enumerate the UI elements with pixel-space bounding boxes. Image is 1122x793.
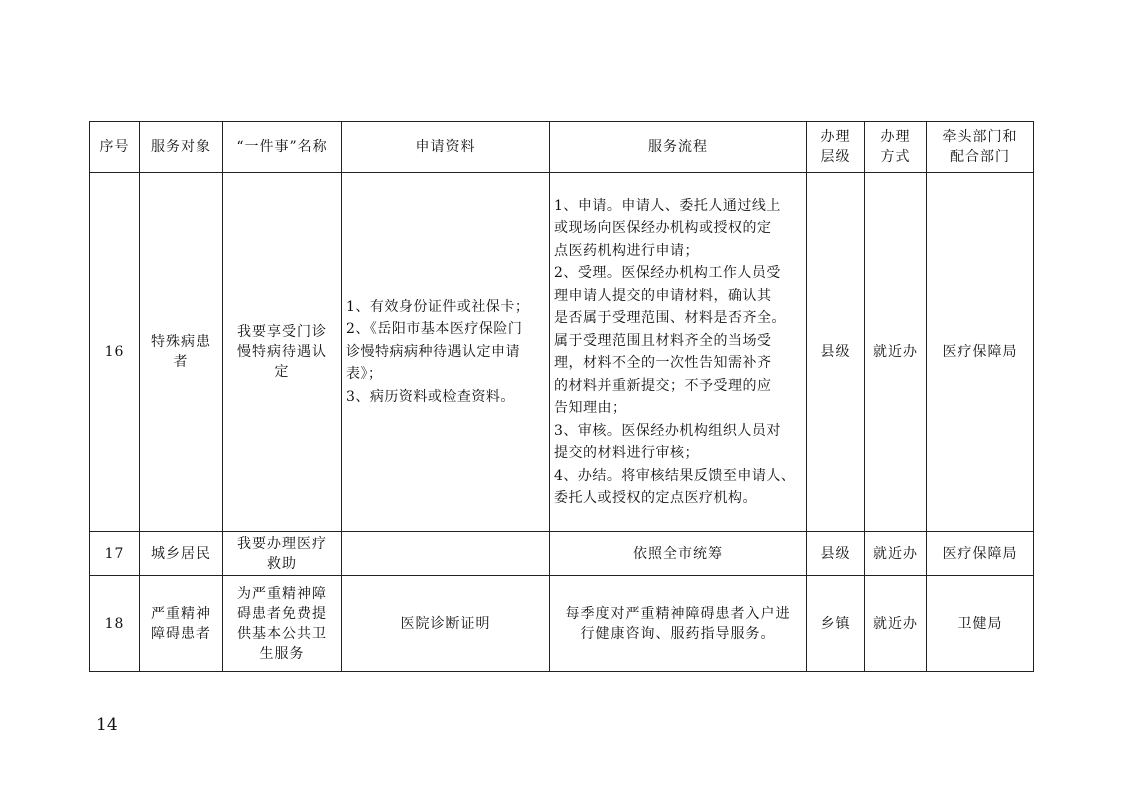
text-line: 的材料并重新提交；不予受理的应 xyxy=(554,377,772,394)
text-line: 或现场向医保经办机构或授权的定 xyxy=(554,220,772,236)
cell-no: 16 xyxy=(90,173,140,532)
text-line: 依照全市统筹 xyxy=(633,545,723,562)
text-line: 办理 xyxy=(880,129,911,145)
table-row xyxy=(90,532,1034,576)
cell-dept: 卫健局 xyxy=(927,576,1034,672)
text-line: 城乡居民 xyxy=(151,545,211,562)
text-line: 3、审核。医保经办机构组织人员对 xyxy=(554,422,781,439)
text-line: 牵头部门和 xyxy=(942,129,1018,145)
cell-target xyxy=(140,173,223,532)
cell-level: 县级 xyxy=(807,173,865,532)
text-line: 表》； xyxy=(346,366,383,383)
text-line: 1、申请。申请人、委托人通过线上 xyxy=(554,197,781,214)
cell-method: 就近办 xyxy=(865,576,927,672)
text-line: 1、有效身份证件或社保卡； xyxy=(346,298,530,315)
text-line: 障碍患者 xyxy=(151,625,211,642)
header-dept xyxy=(927,122,1034,173)
text-line: 理，材料不全的一次性告知需补齐 xyxy=(554,355,772,371)
text-line: 供基本公共卫 xyxy=(237,625,327,642)
cell-no: 18 xyxy=(90,576,140,672)
text-line: 办理 xyxy=(820,129,851,145)
header-method xyxy=(865,122,927,173)
header-name xyxy=(223,122,342,173)
cell-name xyxy=(223,173,342,532)
cell-process xyxy=(550,532,807,576)
cell-target xyxy=(140,576,223,672)
header-level xyxy=(807,122,865,173)
service-table xyxy=(89,121,1034,672)
text-line: 方式 xyxy=(880,149,911,165)
text-line: 者 xyxy=(173,354,189,370)
text-line: 3、病历资料或检查资料。 xyxy=(346,388,515,405)
header-target xyxy=(140,122,223,173)
text-line: 2、受理。医保经办机构工作人员受 xyxy=(554,265,781,281)
text-line: 2、《岳阳市基本医疗保险门 xyxy=(346,321,523,338)
text-line: 定 xyxy=(274,364,290,380)
text-line: 医院诊断证明 xyxy=(400,615,491,632)
text-line: 告知理由； xyxy=(554,400,627,416)
text-line: 为严重精神障 xyxy=(237,585,327,602)
text-line: 提交的材料进行审核； xyxy=(554,445,699,461)
header-process xyxy=(550,122,807,173)
text-line: 点医药机构进行申请； xyxy=(554,242,699,259)
text-line: 特殊病患 xyxy=(151,334,211,350)
text-line: 是否属于受理范围、材料是否齐全。 xyxy=(554,310,786,326)
text-line: 严重精神 xyxy=(151,605,211,622)
header-no xyxy=(90,122,140,173)
text-line: 我要办理医疗 xyxy=(237,535,327,552)
cell-method: 就近办 xyxy=(865,532,927,576)
cell-name xyxy=(223,576,342,672)
text-line: “一件事”名称 xyxy=(236,139,328,155)
header-materials xyxy=(342,122,550,173)
text-line: 生服务 xyxy=(259,645,305,662)
cell-materials xyxy=(342,532,550,576)
text-line: 层级 xyxy=(820,149,851,165)
cell-level: 乡镇 xyxy=(807,576,865,672)
cell-dept: 医疗保障局 xyxy=(927,173,1034,532)
text-line: 行健康咨询、服药指导服务。 xyxy=(580,625,776,642)
cell-target xyxy=(140,532,223,576)
cell-process xyxy=(550,576,807,672)
cell-process xyxy=(550,173,807,532)
cell-name xyxy=(223,532,342,576)
table-row xyxy=(90,576,1034,672)
text-line: 理申请人提交的申请材料，确认其 xyxy=(554,287,772,304)
table-row xyxy=(90,173,1034,532)
text-line: 服务对象 xyxy=(151,139,211,155)
text-line: 4、办结。将审核结果反馈至申请人、 xyxy=(554,467,796,484)
text-line: 申请资料 xyxy=(415,139,476,155)
text-line: 慢特病待遇认 xyxy=(237,344,327,360)
cell-materials xyxy=(342,576,550,672)
cell-level: 县级 xyxy=(807,532,865,576)
cell-method: 就近办 xyxy=(865,173,927,532)
text-line: 委托人或授权的定点医疗机构。 xyxy=(554,490,757,506)
text-line: 诊慢特病病种待遇认定申请 xyxy=(346,343,520,360)
text-line: 服务流程 xyxy=(648,139,708,155)
text-line: 序号 xyxy=(99,139,130,155)
text-line: 救助 xyxy=(267,555,297,572)
text-line: 每季度对严重精神障碍患者入户进 xyxy=(565,605,791,622)
header-row xyxy=(90,122,1034,173)
cell-dept: 医疗保障局 xyxy=(927,532,1034,576)
text-line: 我要享受门诊 xyxy=(237,324,327,340)
text-line: 碍患者免费提 xyxy=(237,605,327,622)
page-number: 14 xyxy=(96,715,118,735)
text-line: 配合部门 xyxy=(950,149,1010,165)
cell-no: 17 xyxy=(90,532,140,576)
cell-materials xyxy=(342,173,550,532)
text-line: 属于受理范围且材料齐全的当场受 xyxy=(554,332,772,349)
